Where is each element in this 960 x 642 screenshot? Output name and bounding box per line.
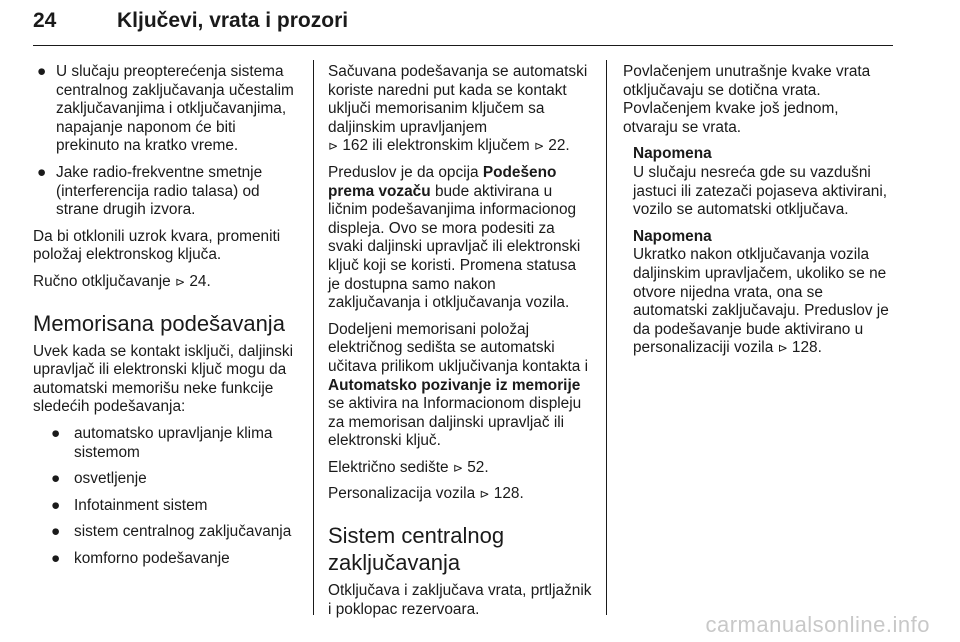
note-title: Napomena [633,145,712,163]
section-heading: Memorisana podešavanja [33,310,285,336]
list-item [47,470,299,489]
page-reference-icon: ⊳ [452,460,463,475]
page-reference-icon: ⊳ [328,139,339,154]
paragraph-text: se aktivira na Informacionom displeju za memorisan daljinski upravljač ili elektronski ključ. [328,395,582,450]
paragraph [328,164,592,313]
bullet-icon: ● [51,523,61,541]
list-item-text: sistem centralnog zaključavanja [74,523,292,541]
page-reference[interactable]: 128. [493,485,524,503]
note-body: Ukratko nakon otključavanja vozila daljinskim upravljačem, ukoliko se ne otvore nijedna vrata, ona se automatski zaključavaju. Preduslov je da podešavanje bude aktivirano u personalizaciji vozila [633,246,889,357]
list-item-text: Infotainment sistem [74,496,208,514]
setting-name: Automatsko pozivanje iz memorije [328,376,581,394]
paragraph [328,459,592,478]
column-right [623,63,891,366]
paragraph [328,63,592,156]
paragraph-text: Personalizacija vozila [328,485,476,503]
bullet-icon: ● [51,496,61,514]
paragraph-text: bude aktivirana u ličnim podešavanjima informacionog displeja. Ovo se mora podesiti za svaki daljinski upravljač ili elektronski ključ koji se koristi. Promena statusa je dostupna samo nakon zaključavanja i otključavanja vozila. [328,182,581,312]
section-heading: Sistem centralnog zaključavanja [328,523,505,576]
page-reference-icon: ⊳ [175,274,186,289]
page-number: 24 [33,9,57,32]
page-reference-icon: ⊳ [533,139,545,154]
list-item [47,550,299,569]
page-reference[interactable]: 24. [189,272,211,290]
paragraph-text: Preduslov je da opcija [328,163,479,181]
list-item [33,164,299,220]
paragraph-text: Sačuvana podešavanja se automatski koriste naredni put kada se kontakt uključi memorisanim ključem sa daljinskim upravljanjem [328,63,588,136]
bullet-icon: ● [37,163,47,181]
list-item [33,63,299,156]
paragraph: Povlačenjem unutrašnje kvake vrata otključavaju se dotična vrata. Povlačenjem kvake još jednom, otvaraju se vrata. [623,63,871,136]
note-text: U slučaju nesreća gde su vazdušni jastuci ili zatezači pojaseva aktivirani, vozilo se automatski otključava. [633,163,888,219]
page-title: Ključevi, vrata i prozori [117,9,349,32]
list-item-text: komforno podešavanje [74,549,230,567]
page-reference-icon: ⊳ [479,487,490,502]
watermark: carmanualsonline.info [705,612,930,637]
note-box [633,145,891,219]
paragraph: Da bi otklonili uzrok kvara, promeniti položaj elektronskog ključa. [33,227,281,264]
list-item-text: U slučaju preopterećenja sistema centralnog zaključavanja učestalim zaključavanjima i otključavanjima, napajanje naponom će biti prekinuto na kratko vreme. [56,63,294,155]
bullet-icon: ● [51,549,61,567]
note-text [633,246,891,358]
list-item [47,425,299,462]
column-middle [328,63,592,627]
note-title: Napomena [633,227,712,245]
settings-bullet-list [47,425,299,569]
column-divider [313,60,314,615]
paragraph [328,485,592,504]
page-reference[interactable]: 22. [548,137,570,155]
paragraph-text: Ručno otključavanje [33,272,171,290]
page-header [33,5,893,46]
column-divider [606,60,607,615]
list-item [47,497,299,516]
list-item-text: Jake radio-frekventne smetnje (interferencija radio talasa) od strane drugih izvora. [56,163,263,219]
bullet-icon: ● [37,63,47,80]
note-box [633,228,891,358]
list-item-text: osvetljenje [74,470,147,488]
setting-name: Podešeno prema vozaču [328,163,557,200]
paragraph [328,321,592,451]
page-reference-icon: ⊳ [777,341,788,356]
page-reference[interactable]: 162 ili elektronskim ključem [342,137,530,155]
paragraph-text: Električno sedište [328,458,449,476]
page-reference[interactable]: 128. [791,339,822,357]
list-item [47,523,299,542]
bullet-icon: ● [51,470,61,488]
paragraph [33,273,299,292]
column-left [33,63,299,576]
page-reference[interactable]: 52. [467,458,489,476]
bullet-icon: ● [51,424,61,442]
list-item-text: automatsko upravljanje klima sistemom [74,424,273,461]
paragraph-text: Dodeljeni memorisani položaj električnog sedišta se automatski učitava prilikom uključivanja kontakta i [328,320,589,375]
overload-bullet-list [33,63,299,220]
paragraph: Uvek kada se kontakt isključi, daljinski upravljač ili elektronski ključ mogu da automatski memorišu neke funkcije sledećih podešavanja: [33,342,294,416]
paragraph: Otključava i zaključava vrata, prtljažnik i poklopac rezervoara. [328,582,592,618]
